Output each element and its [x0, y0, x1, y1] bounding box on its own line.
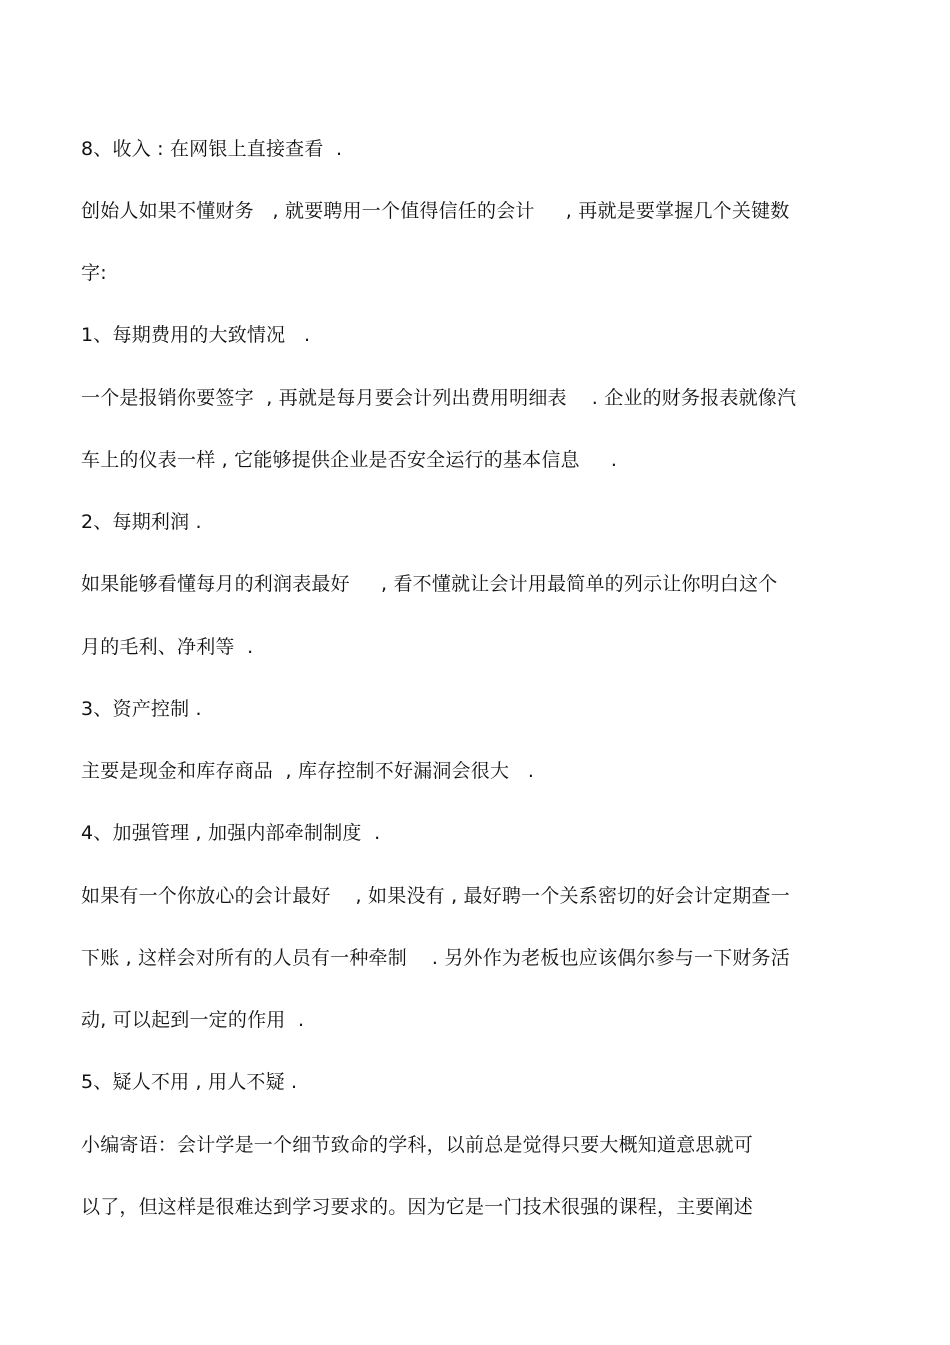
- text-line: 2、每期利润 .: [81, 511, 202, 533]
- text-line: 字:: [81, 262, 107, 284]
- text-line: 4、加强管理 , 加强内部牵制制度 .: [81, 822, 381, 844]
- text-line: 如果有一个你放心的会计最好 , 如果没有 , 最好聘一个关系密切的好会计定期查一: [81, 885, 790, 907]
- text-line: 5、疑人不用 , 用人不疑 .: [81, 1071, 298, 1093]
- text-line: 主要是现金和库存商品 , 库存控制不好漏洞会很大 .: [81, 760, 535, 782]
- text-line: 车上的仪表一样 , 它能够提供企业是否安全运行的基本信息 .: [81, 449, 618, 471]
- text-line: 小编寄语：会计学是一个细节致命的学科，以前总是觉得只要大概知道意思就可: [81, 1134, 754, 1156]
- text-line: 创始人如果不懂财务 , 就要聘用一个值得信任的会计 , 再就是要掌握几个关键数: [81, 200, 790, 222]
- text-line: 下账 , 这样会对所有的人员有一种牵制 . 另外作为老板也应该偶尔参与一下财务活: [81, 947, 790, 969]
- text-line: 以了，但这样是很难达到学习要求的。因为它是一门技术很强的课程，主要阐述: [81, 1196, 754, 1218]
- text-line: 月的毛利、净利等 .: [81, 636, 254, 658]
- text-line: 3、资产控制 .: [81, 698, 202, 720]
- text-line: 一个是报销你要签字 , 再就是每月要会计列出费用明细表 . 企业的财务报表就像汽: [81, 387, 797, 409]
- text-line: 8、收入 : 在网银上直接查看 .: [81, 138, 343, 160]
- text-line: 1、每期费用的大致情况 .: [81, 324, 311, 346]
- text-line: 动, 可以起到一定的作用 .: [81, 1009, 305, 1031]
- text-line: 如果能够看懂每月的利润表最好 , 看不懂就让会计用最简单的列示让你明白这个: [81, 573, 778, 595]
